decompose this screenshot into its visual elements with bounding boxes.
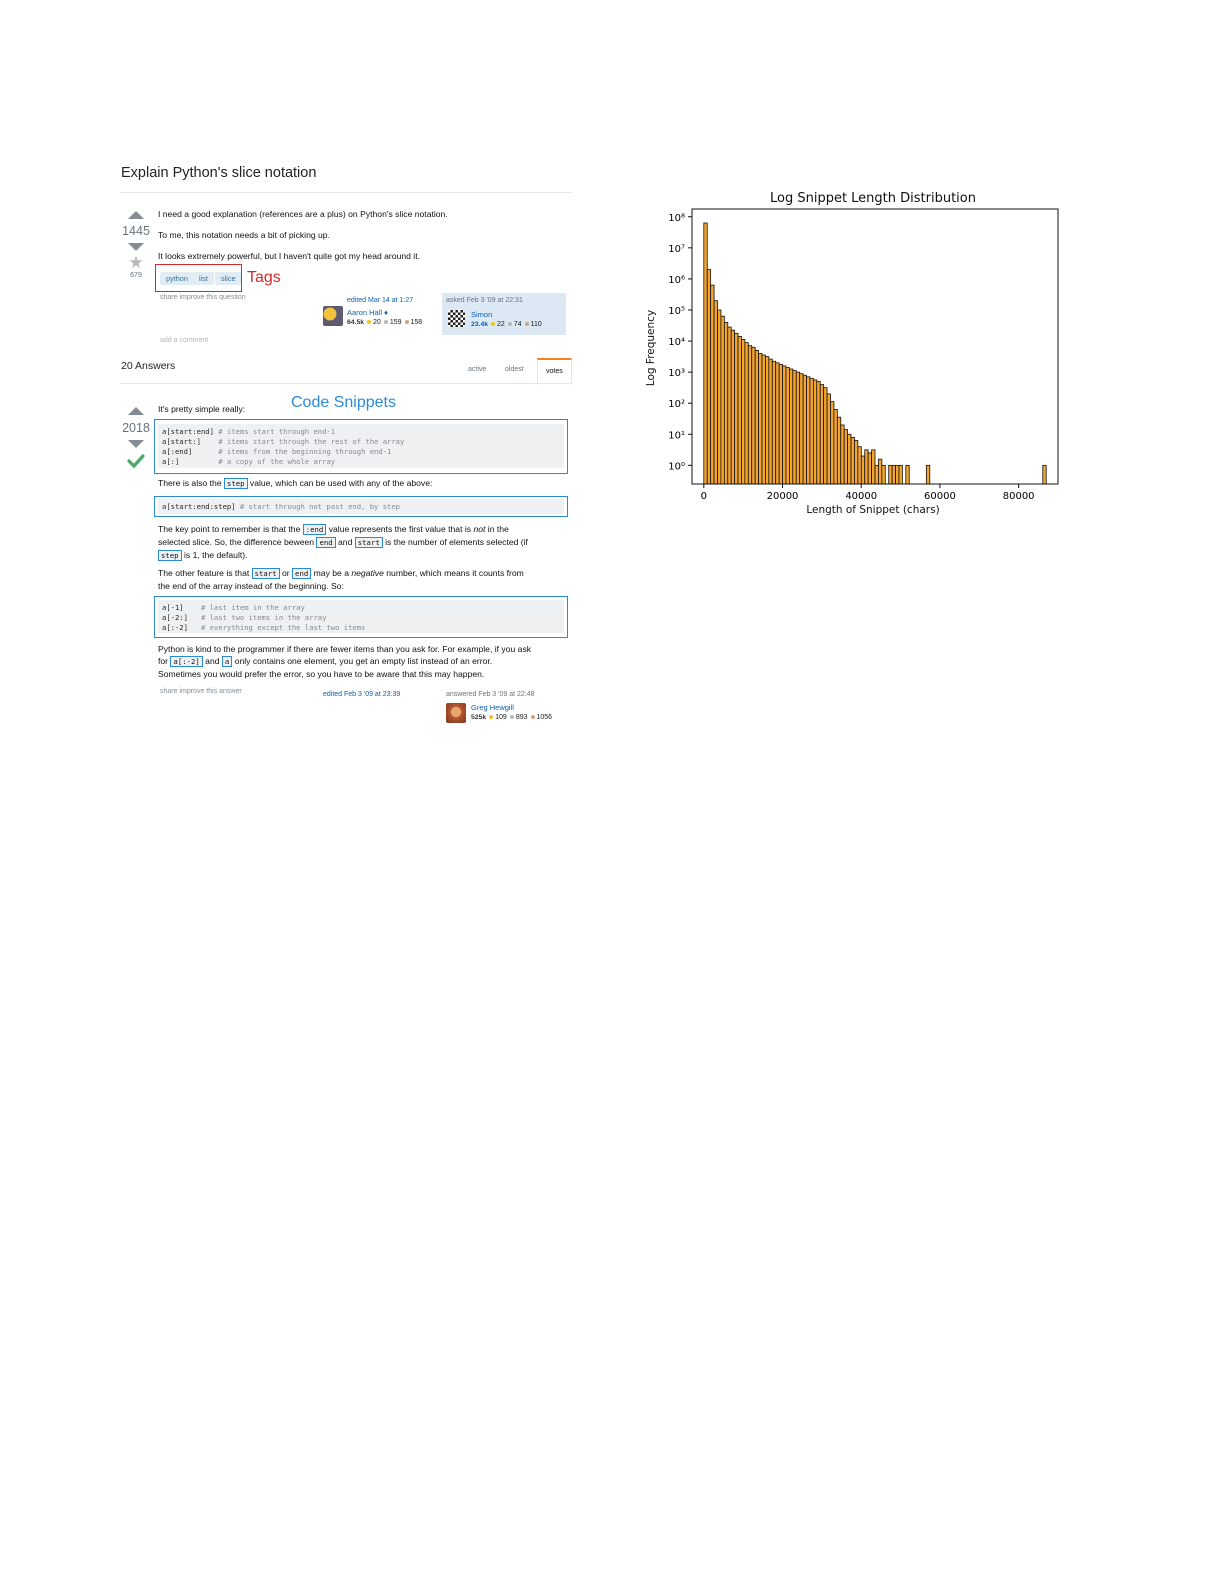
- stackoverflow-screenshot: [120, 160, 572, 730]
- histogram-bar: [865, 450, 868, 484]
- histogram-bar: [820, 385, 823, 484]
- code-snippets-annotation: Code Snippets: [291, 394, 396, 411]
- x-tick-label: 80000: [1002, 491, 1035, 502]
- x-tick-label: 60000: [924, 491, 956, 502]
- histogram-bar: [854, 440, 857, 484]
- tag-slice[interactable]: slice: [215, 272, 242, 285]
- tab-oldest[interactable]: oldest: [505, 366, 524, 373]
- y-tick-label: 10¹: [668, 430, 685, 442]
- histogram-bar: [1043, 465, 1046, 484]
- histogram-bar: [834, 409, 837, 484]
- histogram-bar: [813, 380, 816, 484]
- answerer-name[interactable]: Greg Hewgill: [471, 703, 514, 712]
- tags-annotation: Tags: [247, 269, 281, 286]
- asker-reputation: 23.4k 22 74 110: [471, 321, 542, 328]
- histogram-bar: [783, 366, 786, 484]
- histogram-bar: [714, 301, 717, 484]
- asked-timestamp: asked Feb 3 '09 at 22:31: [446, 297, 523, 304]
- question-vote-count: 1445: [122, 224, 150, 238]
- answers-count-heading: 20 Answers: [121, 360, 176, 372]
- code-block-3: [158, 600, 564, 633]
- asked-signature-card: [442, 293, 566, 335]
- code-line: a[-2:] # last two items in the array: [162, 612, 327, 622]
- editor-name[interactable]: Aaron Hall ♦: [347, 308, 388, 317]
- histogram-bar: [844, 430, 847, 484]
- histogram-bar: [868, 453, 871, 484]
- histogram-bar: [817, 381, 820, 484]
- histogram-bar: [872, 450, 875, 484]
- favorite-star-icon[interactable]: ★: [128, 253, 144, 272]
- histogram-bar: [711, 285, 714, 484]
- histogram-bar: [803, 375, 806, 484]
- y-tick-label: 10⁴: [668, 337, 685, 349]
- upvote-arrow-icon[interactable]: [128, 407, 144, 415]
- histogram-bar: [707, 270, 710, 484]
- code-line: a[:end] # items from the beginning through end-1: [162, 446, 392, 456]
- histogram-bar: [762, 355, 765, 484]
- question-paragraph: To me, this notation needs a bit of picking up.: [158, 230, 330, 240]
- histogram-bar: [827, 394, 830, 484]
- asker-avatar[interactable]: [448, 310, 465, 327]
- code-block-1: [158, 424, 564, 468]
- downvote-arrow-icon[interactable]: [128, 440, 144, 448]
- histogram-bar: [896, 465, 899, 484]
- histogram-bar: [848, 434, 851, 484]
- answer-intro: It's pretty simple really:: [158, 404, 246, 414]
- code-line: a[start:end:step] # start through not past end, by step: [162, 502, 400, 511]
- tab-votes[interactable]: votes: [537, 358, 572, 385]
- code-line: a[-1] # last item in the array: [162, 603, 305, 612]
- histogram-bar: [759, 353, 762, 484]
- histogram-bar: [779, 364, 782, 484]
- histogram-bar: [752, 347, 755, 484]
- answered-timestamp: answered Feb 3 '09 at 22:48: [446, 691, 535, 698]
- histogram-bar: [793, 371, 796, 484]
- histogram-bar: [837, 417, 840, 484]
- add-comment-link[interactable]: add a comment: [160, 337, 209, 344]
- histogram-bar: [776, 363, 779, 484]
- y-axis-label: Log Frequency: [645, 309, 657, 387]
- improve-answer-link[interactable]: improve this answer: [179, 688, 242, 695]
- x-tick-label: 20000: [766, 491, 799, 502]
- answer-paragraph: The other feature is that start or end may be a negative number, which means it counts from the end of the array instead of the beginning. So:: [158, 568, 524, 591]
- answer-actions: [160, 688, 242, 695]
- histogram-bar: [769, 359, 772, 484]
- histogram-bar: [731, 330, 734, 484]
- answerer-reputation: 525k 109 893 1056: [471, 714, 553, 721]
- histogram-bar: [755, 350, 758, 484]
- histogram-bar: [721, 316, 724, 484]
- histogram-bar: [810, 378, 813, 484]
- code-line: a[start:] # items start through the rest of the array: [162, 436, 405, 446]
- y-tick-label: 10⁵: [668, 305, 685, 317]
- histogram-bar: [851, 437, 854, 484]
- answer-edited-timestamp[interactable]: edited Feb 3 '09 at 23:39: [323, 691, 401, 698]
- y-tick-label: 10⁰: [668, 461, 685, 473]
- histogram-bar: [889, 465, 892, 484]
- histogram-bar: [926, 465, 929, 484]
- question-vote-column: [119, 211, 153, 279]
- histogram-bar: [841, 425, 844, 484]
- histogram-bar: [728, 327, 731, 484]
- title-divider: [120, 192, 572, 193]
- upvote-arrow-icon[interactable]: [128, 211, 144, 219]
- asker-name[interactable]: Simon: [471, 310, 493, 319]
- histogram-svg: [640, 180, 1070, 525]
- share-link[interactable]: share: [160, 688, 178, 695]
- answers-divider: [120, 383, 572, 384]
- y-tick-label: 10⁸: [668, 212, 685, 224]
- x-tick-label: 0: [700, 491, 707, 502]
- y-tick-label: 10²: [668, 399, 685, 411]
- histogram-bar: [899, 465, 902, 484]
- share-link[interactable]: share: [160, 294, 178, 301]
- snippet-length-histogram: [640, 180, 1070, 525]
- edited-timestamp[interactable]: edited Mar 14 at 1:27: [347, 297, 414, 304]
- editor-avatar[interactable]: [323, 306, 343, 326]
- histogram-bar: [741, 340, 744, 484]
- x-axis-label: Length of Snippet (chars): [806, 504, 940, 516]
- chart-title: Log Snippet Length Distribution: [769, 191, 977, 206]
- histogram-bar: [765, 357, 768, 484]
- answer-paragraph: Python is kind to the programmer if there are fewer items than you ask for. For example, if you ask for a[:-2] and a only contains one element, you get an empty list instead of an error. Sometimes you would prefer the error, so you have to be aware that this may happen.: [158, 644, 532, 679]
- histogram-bar: [735, 333, 738, 484]
- histogram-bar: [824, 388, 827, 484]
- tab-active[interactable]: active: [468, 366, 487, 373]
- y-tick-label: 10⁶: [668, 274, 685, 286]
- answer-paragraph: There is also the step value, which can be used with any of the above:: [158, 478, 433, 488]
- histogram-bar: [724, 322, 727, 484]
- question-paragraph: I need a good explanation (references are a plus) on Python's slice notation.: [158, 209, 448, 219]
- answer-vote-count: 2018: [122, 421, 150, 435]
- histogram-bar: [786, 367, 789, 484]
- tag-list[interactable]: list: [193, 272, 214, 285]
- y-tick-label: 10⁷: [668, 243, 685, 255]
- histogram-bar: [878, 459, 881, 484]
- histogram-bar: [906, 465, 909, 484]
- histogram-bar: [875, 465, 878, 484]
- histogram-bar: [807, 377, 810, 484]
- histogram-bar: [745, 343, 748, 484]
- histogram-bar: [892, 465, 895, 484]
- histogram-bar: [738, 336, 741, 484]
- histogram-bar: [772, 361, 775, 484]
- answer-vote-column: [119, 407, 153, 471]
- code-line: a[start:end] # items start through end-1: [162, 427, 336, 436]
- y-tick-label: 10³: [668, 368, 685, 380]
- editor-reputation: 64.5k 20 159 158: [347, 319, 423, 326]
- histogram-bar: [882, 465, 885, 484]
- histogram-bar: [704, 223, 707, 484]
- inline-code: step: [224, 478, 248, 489]
- code-line: a[:] # a copy of the whole array: [162, 456, 336, 466]
- tags-highlight-box: [155, 264, 242, 292]
- downvote-arrow-icon[interactable]: [128, 243, 144, 251]
- histogram-bar: [800, 374, 803, 484]
- improve-question-link[interactable]: improve this question: [179, 294, 246, 301]
- x-tick-label: 40000: [845, 491, 878, 502]
- question-title[interactable]: Explain Python's slice notation: [121, 165, 317, 181]
- question-actions: [160, 294, 246, 301]
- favorite-count: 679: [130, 272, 142, 279]
- edited-info: [347, 297, 422, 326]
- code-line: a[:-2] # everything except the last two items: [162, 622, 366, 632]
- histogram-bar: [858, 447, 861, 484]
- answer-paragraph: The key point to remember is that the :end value represents the first value that is not in the selected slice. So, the difference beween end and start is the number of elements selected (if step is 1, the default).: [158, 524, 528, 560]
- histogram-bar: [861, 456, 864, 484]
- answerer-avatar[interactable]: [446, 703, 466, 723]
- question-paragraph: It looks extremely powerful, but I haven't quite got my head around it.: [158, 251, 420, 261]
- histogram-bar: [718, 310, 721, 484]
- tag-python[interactable]: python: [160, 272, 194, 285]
- histogram-bar: [830, 402, 833, 484]
- histogram-bar: [748, 346, 751, 484]
- histogram-bar: [789, 369, 792, 484]
- accepted-check-icon: [126, 453, 146, 469]
- histogram-bar: [796, 372, 799, 484]
- code-block-2: [158, 499, 564, 514]
